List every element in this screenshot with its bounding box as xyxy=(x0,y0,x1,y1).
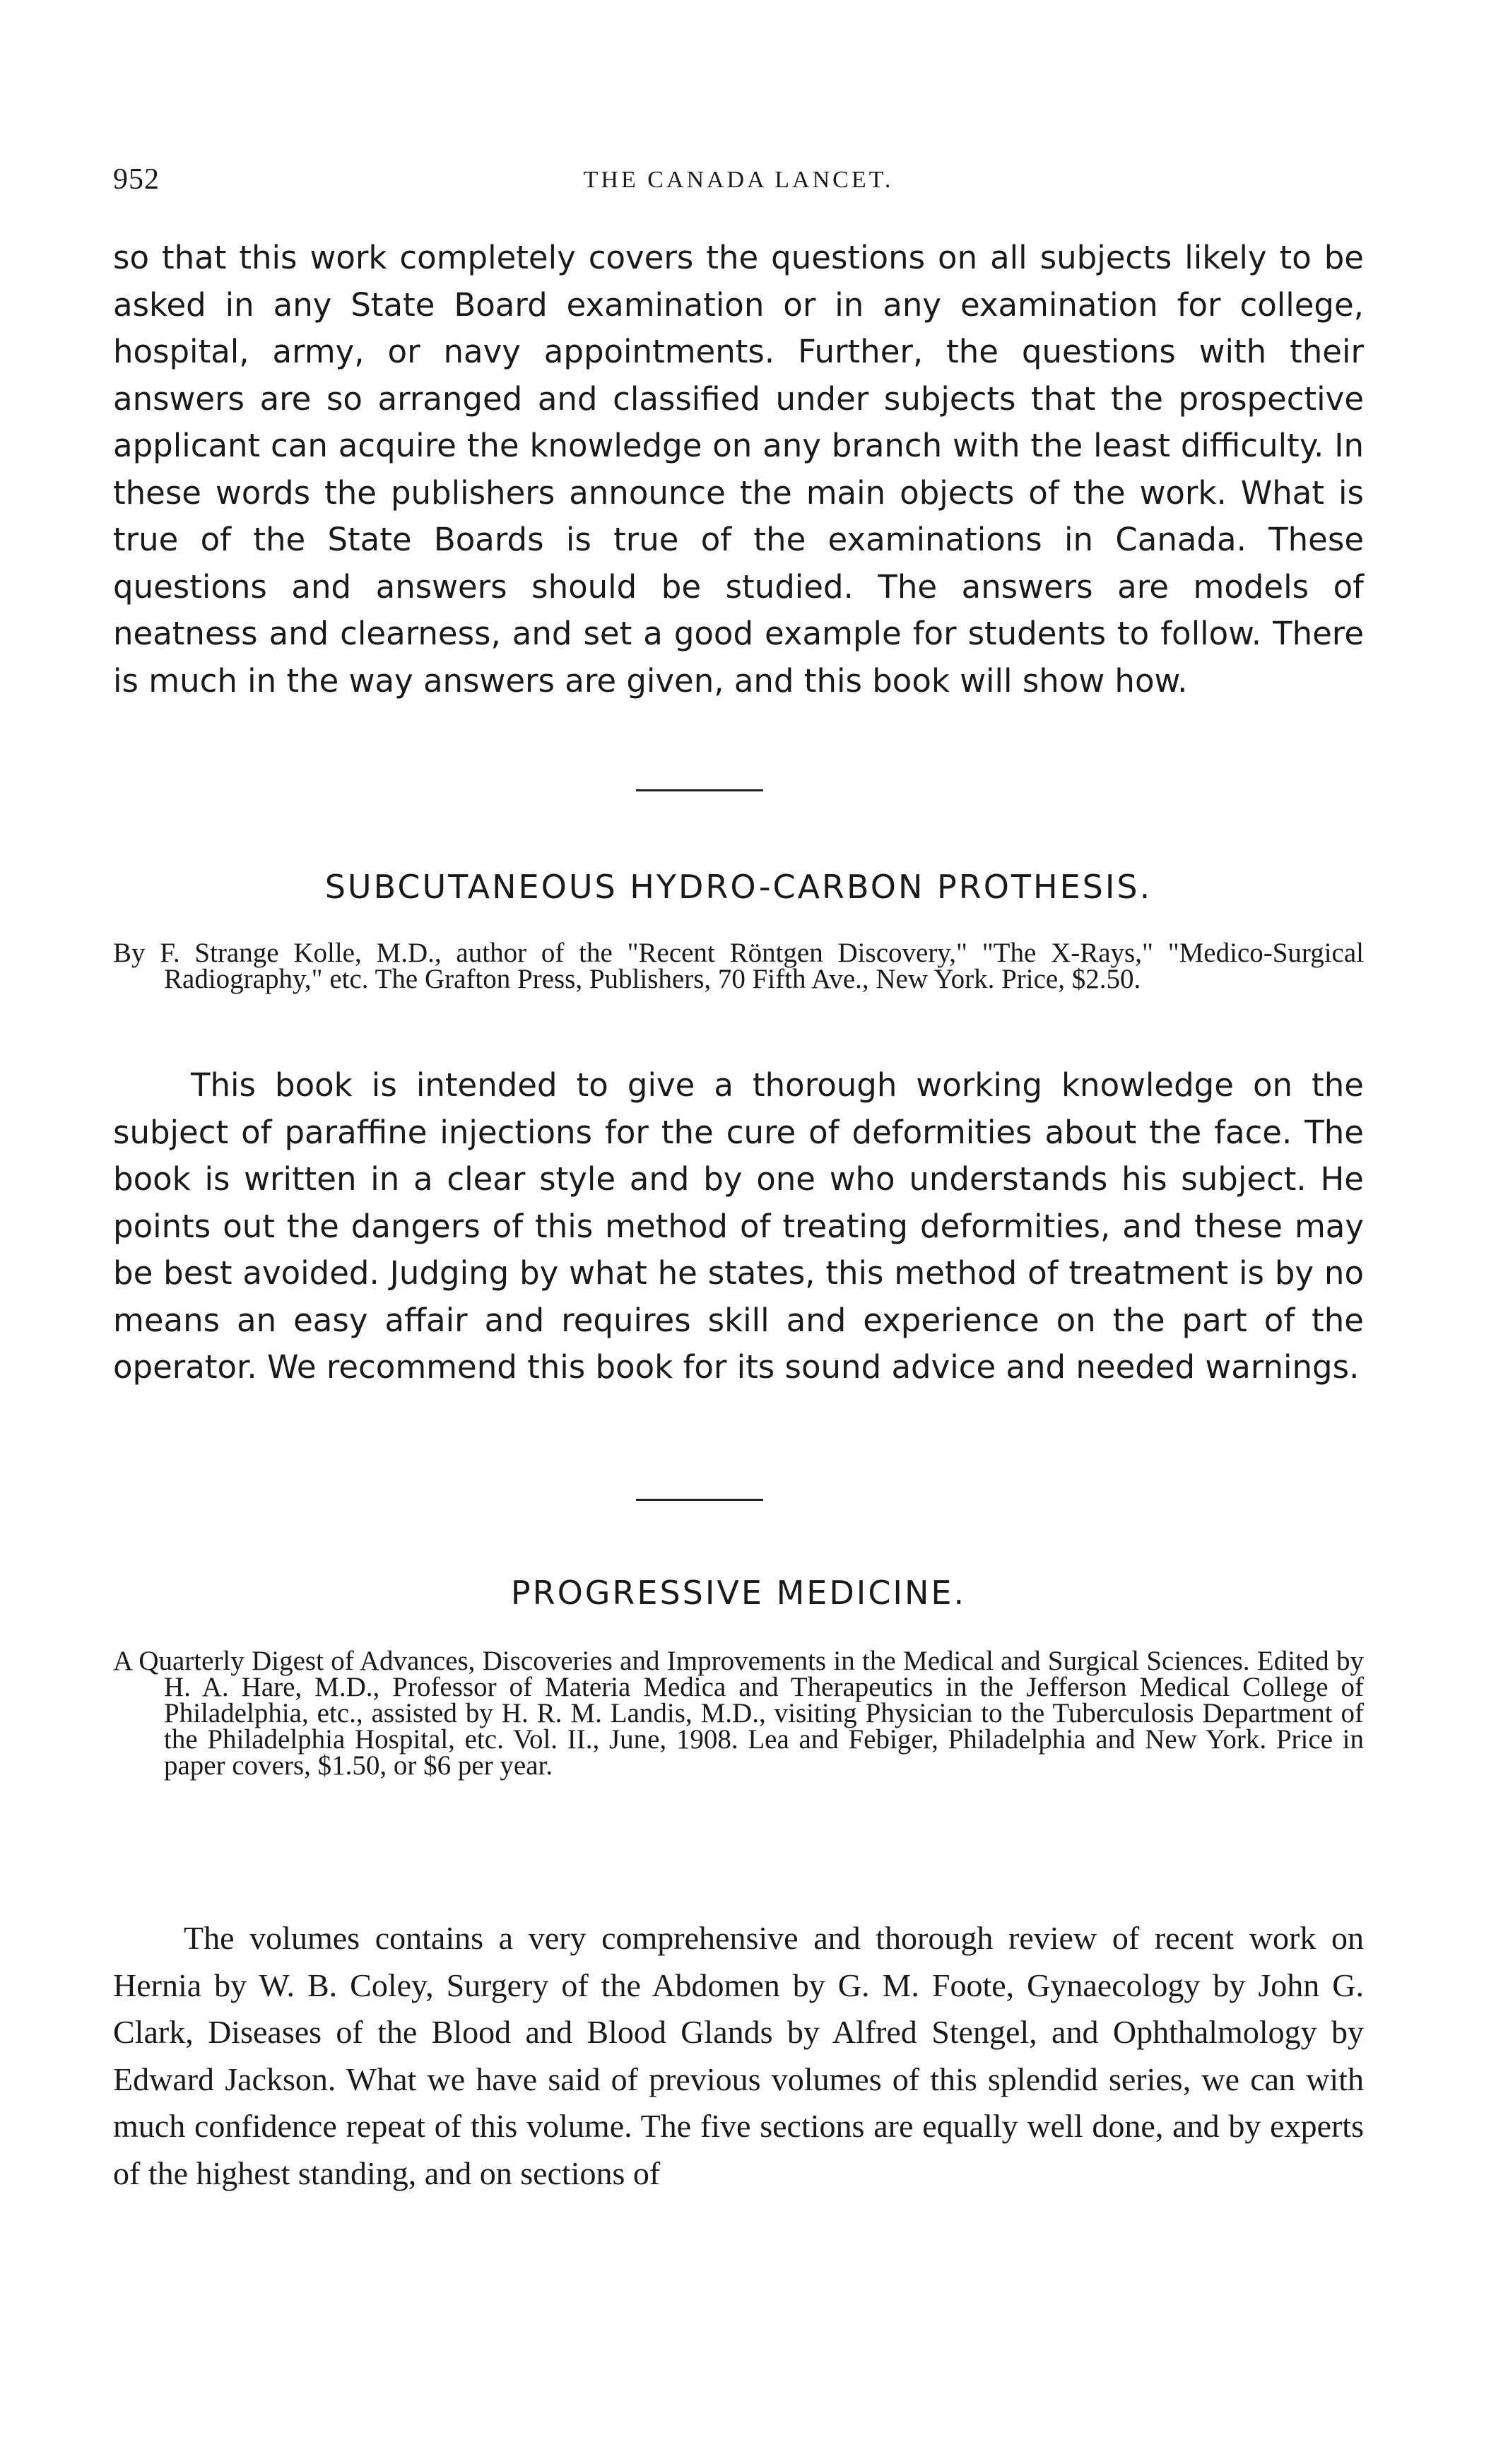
review-citation: By F. Strange Kolle, M.D., author of the "Recent Röntgen Discovery," "The X-Rays," "Medico-Surgical Radiography," etc. The Grafton Press, Publishers, 70 Fifth Ave., New York. Price, $2.50. xyxy=(113,938,1364,994)
review-body: This book is intended to give a thorough working knowledge on the subject of paraffine injections for the cure of deformities about the face. The book is written in a clear style and by one who understands his subject. He points out the dangers of this method of treating deformities, and these may be best avoided. Judging by what he states, this method of treatment is by no means an easy affair and requires skill and experience on the part of the operator. We recommend this book for its sound advice and needed warnings. xyxy=(113,1066,1364,1386)
review-citation: A Quarterly Digest of Advances, Discoveries and Improvements in the Medical and Surgical Sciences. Edited by H. A. Hare, M.D., Professor of Materia Medica and Therapeutics in the Jefferson Medical College of Philadelphia, etc., assisted by H. R. M. Landis, M.D., visiting Physician to the Tuberculosis Department of the Philadelphia Hospital, etc. Vol. II., June, 1908. Lea and Febiger, Philadelphia and New York. Price in paper covers, $1.50, or $6 per year. xyxy=(113,1646,1364,1781)
intro-paragraph-block xyxy=(113,235,1364,705)
review-title: SUBCUTANEOUS HYDRO-CARBON PROTHESIS. xyxy=(324,868,1153,906)
review-title: PROGRESSIVE MEDICINE. xyxy=(510,1574,967,1612)
page-number: 952 xyxy=(113,163,160,196)
running-head xyxy=(113,163,1364,205)
review-body: The volumes contains a very comprehensive and thorough review of recent work on Hernia by W. B. Coley, Surgery of the Abdomen by G. M. Foote, Gynaecology by John G. Clark, Diseases of the Blood and Blood Glands by Alfred Stengel, and Ophthalmology by Edward Jackson. What we have said of previous volumes of this splendid series, we can with much confidence repeat of this volume. The five sections are equally well done, and by experts of the highest standing, and on sections of xyxy=(113,1920,1364,2191)
intro-paragraph: so that this work completely covers the questions on all subjects likely to be asked in any State Board examination or in any examination for college, hospital, army, or navy appointments. Further, the questions with their answers are so arranged and classified under subjects that the prospective applicant can acquire the knowledge on any branch with the least difficulty. In these words the publishers announce the main objects of the work. What is true of the State Boards is true of the examinations in Canada. These questions and answers should be studied. The answers are models of neatness and clearness, and set a good example for students to follow. There is much in the way answers are given, and this book will show how. xyxy=(113,239,1364,700)
section-divider xyxy=(636,1499,763,1501)
journal-title: THE CANADA LANCET. xyxy=(583,167,894,193)
review-body-block xyxy=(113,1062,1364,1391)
section-divider xyxy=(636,789,763,791)
